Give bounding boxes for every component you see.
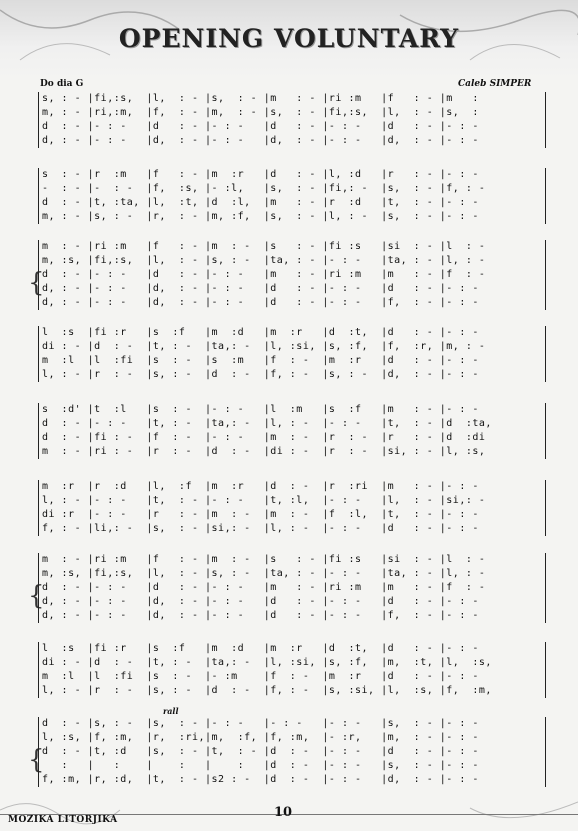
voice-line: d, : - |- : - |d, : - |- : - |d : - |- : - |f, : - |- : - <box>42 297 486 308</box>
brace-icon: { <box>28 581 45 611</box>
voice-line: m : - |ri : - |r : - |d : - |di : - |r : - |si, : - |l, :s, <box>42 446 492 457</box>
score-system <box>38 403 546 459</box>
score-system <box>38 326 546 382</box>
rall-marking: rall <box>163 706 179 716</box>
voice-line: l :s |fi :r |s :f |m :d |m :r |d :t, |d : - |- : - <box>42 643 486 654</box>
score-system <box>38 717 546 787</box>
voice-line: : | : | : | : |d : - |- : - |s, : - |- : - <box>42 760 486 771</box>
voice-line: s : - |r :m |f : - |m :r |d : - |l, :d |r : - |- : - <box>42 169 486 180</box>
voice-line: m :l |l :fi |s : - |s :m |f : - |m :r |d : - |- : - <box>42 355 486 366</box>
voice-line: m, :s, |fi,:s, |l, : - |s, : - |ta, : - |- : - |ta, : - |l, : - <box>42 255 492 266</box>
voice-line: d, : - |- : - |d, : - |- : - |d : - |- : - |d : - |- : - <box>42 596 486 607</box>
score-system <box>38 553 546 623</box>
voice-line: d, : - |- : - |d, : - |- : - |d : - |- : - |d : - |- : - <box>42 283 486 294</box>
voice-line: l, : - |- : - |t, : - |- : - |t, :l, |- : - |l, : - |si,: - <box>42 495 492 506</box>
voice-line: f, :m, |r, :d, |t, : - |s2 : - |d : - |- : - |d, : - |- : - <box>42 774 486 785</box>
brace-icon: { <box>28 268 45 298</box>
score-system <box>38 240 546 310</box>
voice-line: d : - |t, :d |s, : - |t, : - |d : - |- : - |d : - |- : - <box>42 746 486 757</box>
voice-line: l :s |fi :r |s :f |m :d |m :r |d :t, |d : - |- : - <box>42 327 486 338</box>
brace-icon: { <box>28 745 45 775</box>
voice-line: m : - |ri :m |f : - |m : - |s : - |fi :s |si : - |l : - <box>42 554 492 565</box>
key-signature: Do dia G <box>40 79 84 89</box>
voice-line: d : - |- : - |t, : - |ta,: - |l, : - |- : - |t, : - |d :ta, <box>42 418 492 429</box>
page-title: OPENING VOLUNTARY <box>118 24 460 53</box>
voice-line: d : - |fi : - |f : - |- : - |m : - |r : - |r : - |d :di <box>42 432 492 443</box>
voice-line: m, : - |s, : - |r, : - |m, :f, |s, : - |l, : - |s, : - |- : - <box>42 211 486 222</box>
voice-line: d : - |s, : - |s, : - |- : - |- : - |- : - |s, : - |- : - <box>42 718 486 729</box>
voice-line: f, : - |li,: - |s, : - |si,: - |l, : - |- : - |d : - |- : - <box>42 523 486 534</box>
score-system <box>38 480 546 536</box>
page-number: 10 <box>274 805 293 820</box>
voice-line: l, : - |r : - |s, : - |d : - |f, : - |s, :si, |l, :s, |f, :m, <box>42 685 499 696</box>
voice-line: - : - |- : - |f, :s, |- :l, |s, : - |fi,: - |s, : - |f, : - <box>42 183 492 194</box>
voice-line: m :l |l :fi |s : - |- :m |f : - |m :r |d : - |- : - <box>42 671 486 682</box>
score-system <box>38 92 546 148</box>
voice-line: d, : - |- : - |d, : - |- : - |d : - |- : - |f, : - |- : - <box>42 610 486 621</box>
voice-line: di : - |d : - |t, : - |ta,: - |l, :si, |s, :f, |m, :t, |l, :s, <box>42 657 499 668</box>
book-title: MOZIKA LITORJIKA <box>8 815 118 825</box>
voice-line: di :r |- : - |r : - |m : - |m : - |f :l, |t, : - |- : - <box>42 509 486 520</box>
voice-line: l, :s, |f, :m, |r, :ri,|m, :f, |f, :m, |- :r, |m, : - |- : - <box>42 732 486 743</box>
voice-line: d : - |- : - |d : - |- : - |m : - |ri :m |m : - |f : - <box>42 582 492 593</box>
voice-line: d : - |- : - |d : - |- : - |d : - |- : - |d : - |- : - <box>42 121 486 132</box>
voice-line: m, :s, |fi,:s, |l, : - |s, : - |ta, : - |- : - |ta, : - |l, : - <box>42 568 492 579</box>
voice-line: d, : - |- : - |d, : - |- : - |d, : - |- : - |d, : - |- : - <box>42 135 486 146</box>
voice-line: di : - |d : - |t, : - |ta,: - |l, :si, |s, :f, |f, :r, |m, : - <box>42 341 492 352</box>
voice-line: m : - |ri :m |f : - |m : - |s : - |fi :s |si : - |l : - <box>42 241 492 252</box>
voice-line: m :r |r :d |l, :f |m :r |d : - |r :ri |m : - |- : - <box>42 481 486 492</box>
voice-line: d : - |- : - |d : - |- : - |m : - |ri :m |m : - |f : - <box>42 269 492 280</box>
score-system <box>38 168 546 224</box>
voice-line: s, : - |fi,:s, |l, : - |s, : - |m : - |ri :m |f : - |m : <box>42 93 492 104</box>
voice-line: l, : - |r : - |s, : - |d : - |f, : - |s, : - |d, : - |- : - <box>42 369 486 380</box>
voice-line: s :d' |t :l |s : - |- : - |l :m |s :f |m : - |- : - <box>42 404 486 415</box>
voice-line: d : - |t, :ta, |l, :t, |d :l, |m : - |r :d |t, : - |- : - <box>42 197 486 208</box>
composer-name: Caleb SIMPER <box>458 79 532 89</box>
voice-line: m, : - |ri,:m, |f, : - |m, : - |s, : - |fi,:s, |l, : - |s, : <box>42 107 492 118</box>
score-system <box>38 642 546 698</box>
